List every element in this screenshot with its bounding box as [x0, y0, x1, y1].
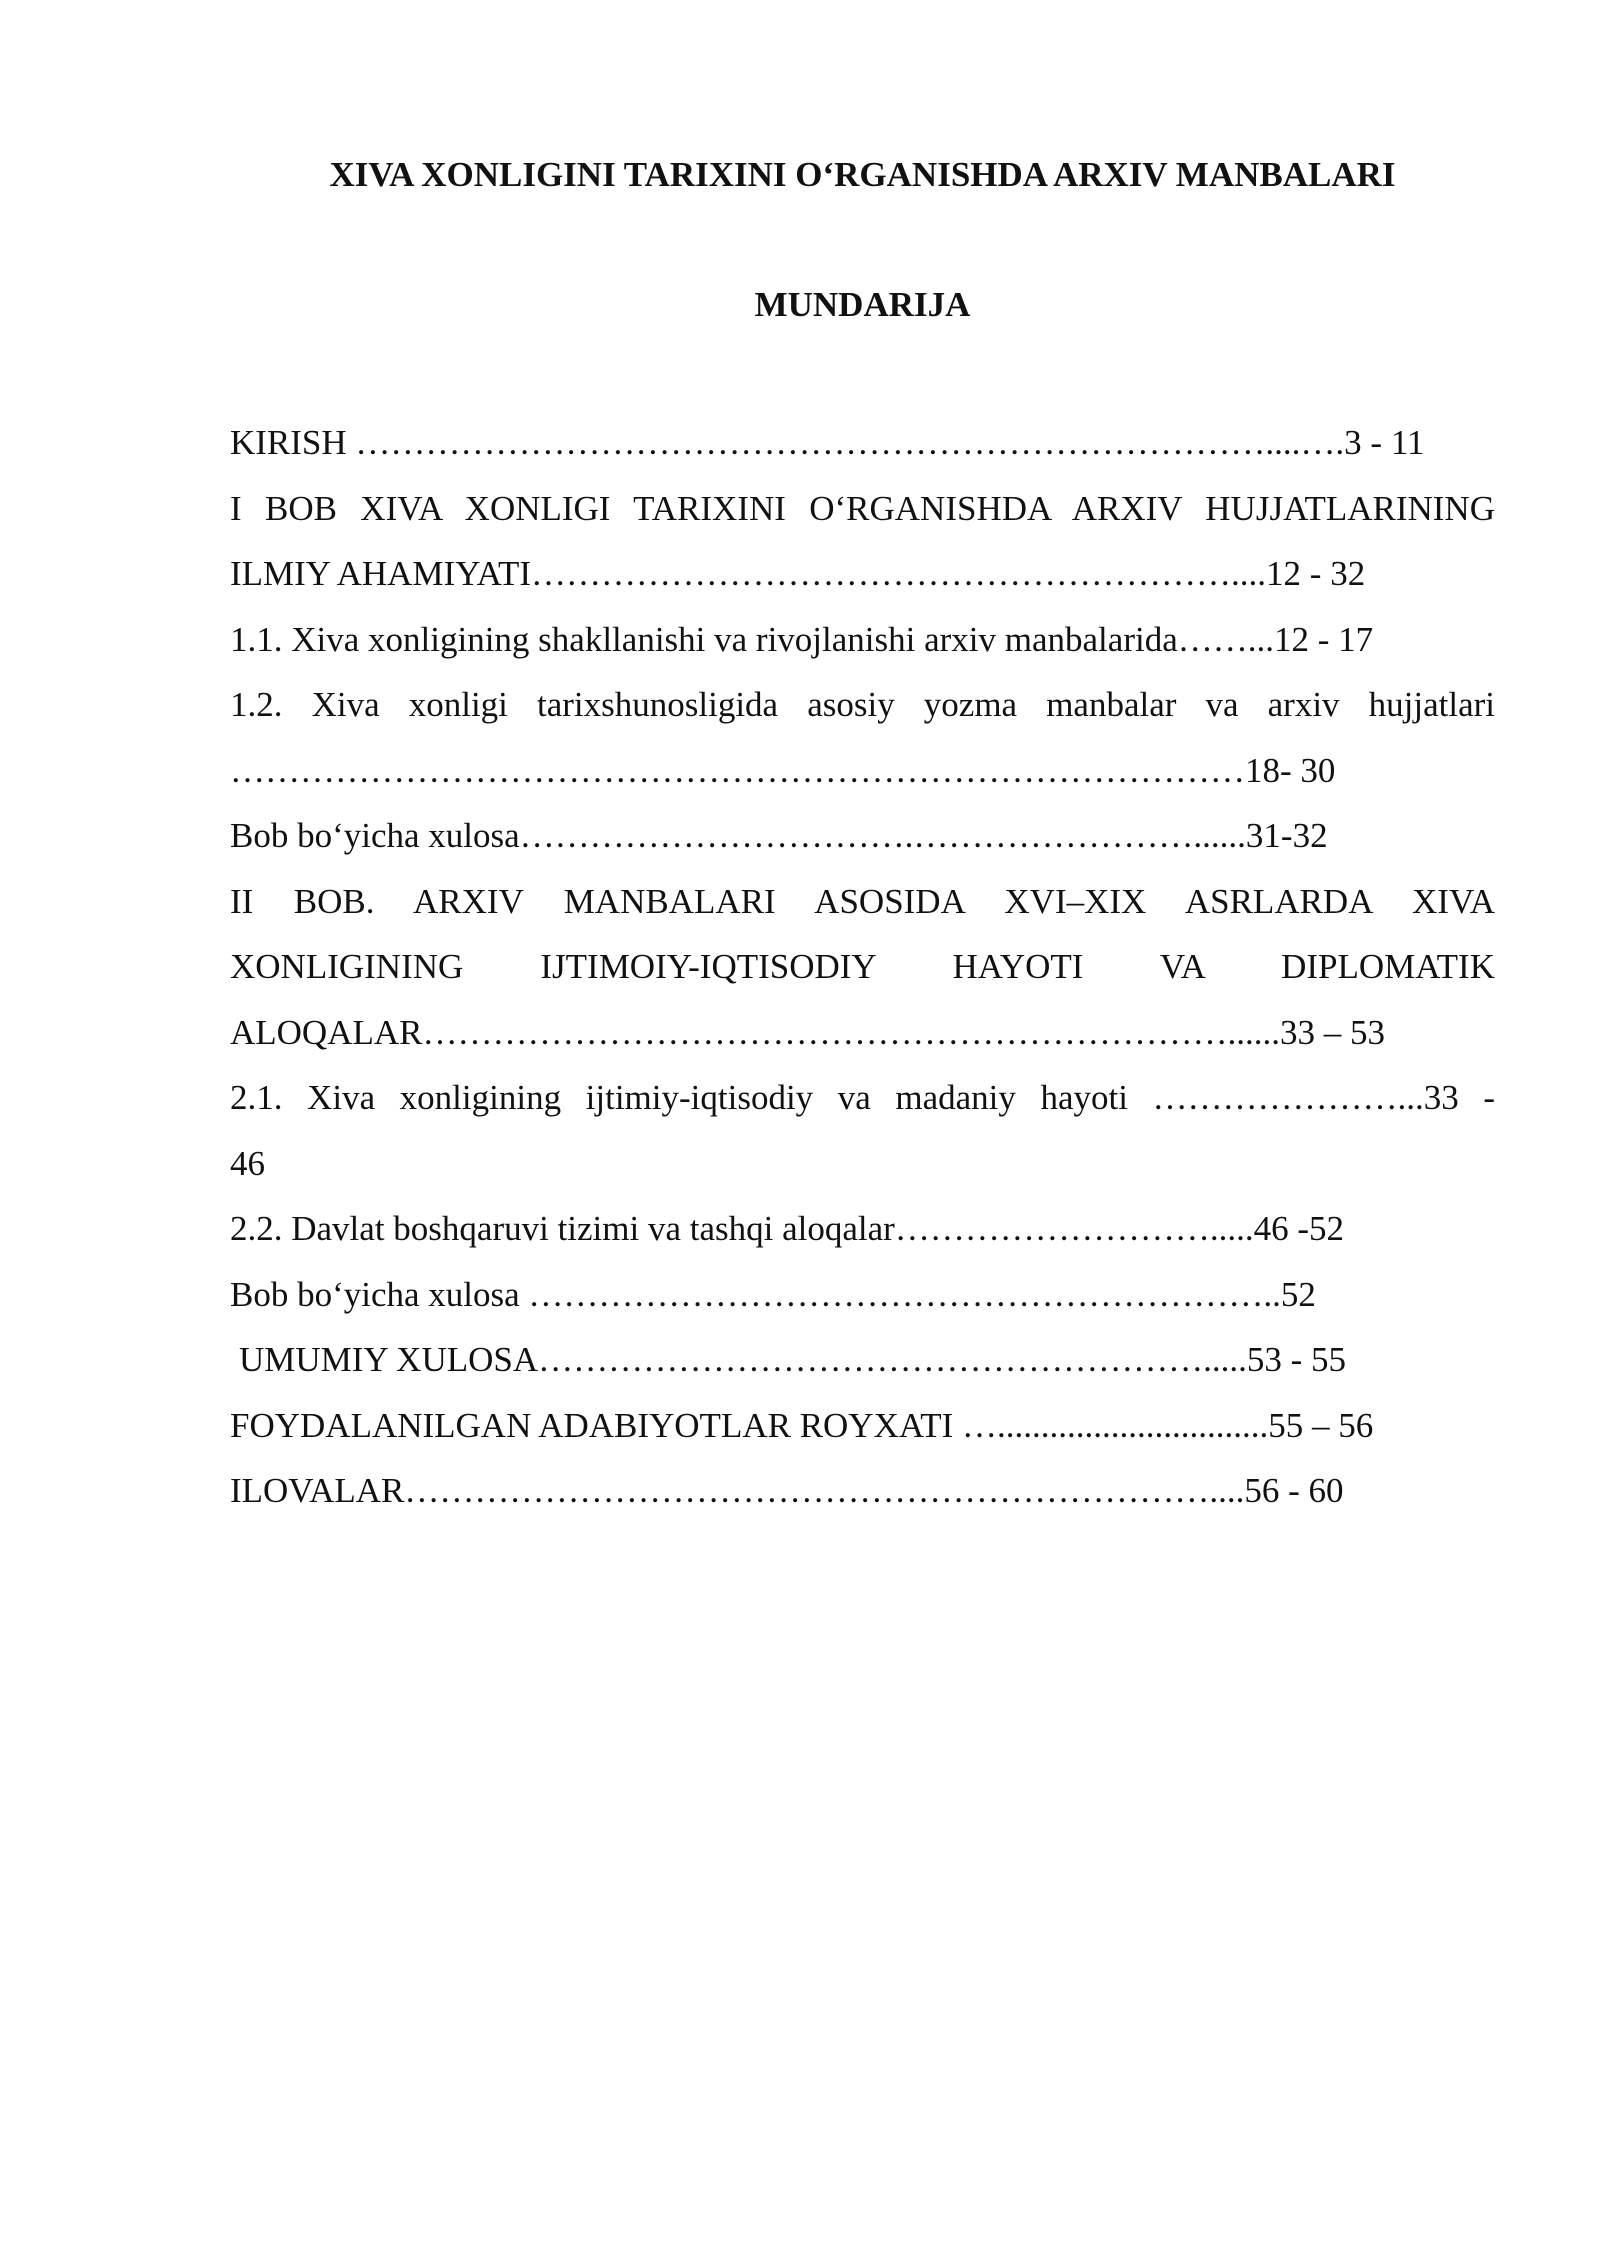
toc-entry-kirish: KIRISH ……………………………………………………………………....….3 - 11	[230, 423, 1425, 462]
toc-entry-chapter-1-cont: ILMIY AHAMIYATI……………………………………………………....12 - 32	[230, 554, 1366, 593]
toc-entry-chapter-2-cont: XONLIGINING IJTIMOIY-IQTISODIY HAYOTI VA DIPLOMATIK	[230, 947, 1495, 986]
document-title: XIVA XONLIGINI TARIXINI O‘RGANISHDA ARXIV MANBALARI	[329, 155, 1396, 194]
toc-entry-section-1-1: 1.1. Xiva xonligining shakllanishi va rivojlanishi arxiv manbalarida……...12 - 17	[230, 619, 1374, 659]
toc-entry-chapter-2-conclusion: Bob bo‘yicha xulosa ………………………………………………………..52	[230, 1274, 1316, 1314]
toc-entry-chapter-2: II BOB. ARXIV MANBALARI ASOSIDA XVI–XIX ASRLARDA XIVA	[230, 881, 1495, 921]
toc-entry-chapter-2-cont-2: ALOQALAR……………………………………………………………......33 – 53	[230, 1012, 1385, 1052]
toc-entry-chapter-1-conclusion: Bob bo‘yicha xulosa…………………………….……………………......31-32	[230, 816, 1328, 855]
toc-entry-section-2-1-cont: 46	[230, 1143, 265, 1183]
toc-entry-general-conclusion: UMUMIY XULOSA………………………………………………….....53 - 55	[239, 1340, 1347, 1379]
toc-entry-section-1-2: 1.2. Xiva xonligi tarixshunosligida asosiy yozma manbalar va arxiv hujjatlari	[230, 685, 1495, 724]
toc-entry-section-2-1: 2.1. Xiva xonligining ijtimiy-iqtisodiy va madaniy hayoti …………………...33 -	[230, 1078, 1495, 1117]
toc-entry-section-2-2: 2.2. Davlat boshqaruvi tizimi va tashqi aloqalar……………………….....46 -52	[230, 1209, 1344, 1248]
toc-entry-section-1-2-cont: ……………………………………………………………………………18- 30	[230, 750, 1336, 790]
toc-heading: MUNDARIJA	[754, 285, 971, 324]
table-of-contents	[230, 410, 1495, 1524]
toc-entry-bibliography: FOYDALANILGAN ADABIYOTLAR ROYXATI …...............................55 – 56	[230, 1405, 1374, 1445]
toc-entry-appendices: ILOVALAR……………………………………………………………....56 - 60	[230, 1471, 1344, 1510]
toc-entry-chapter-1: I BOB XIVA XONLIGI TARIXINI O‘RGANISHDA ARXIV HUJJATLARINING	[230, 488, 1495, 528]
